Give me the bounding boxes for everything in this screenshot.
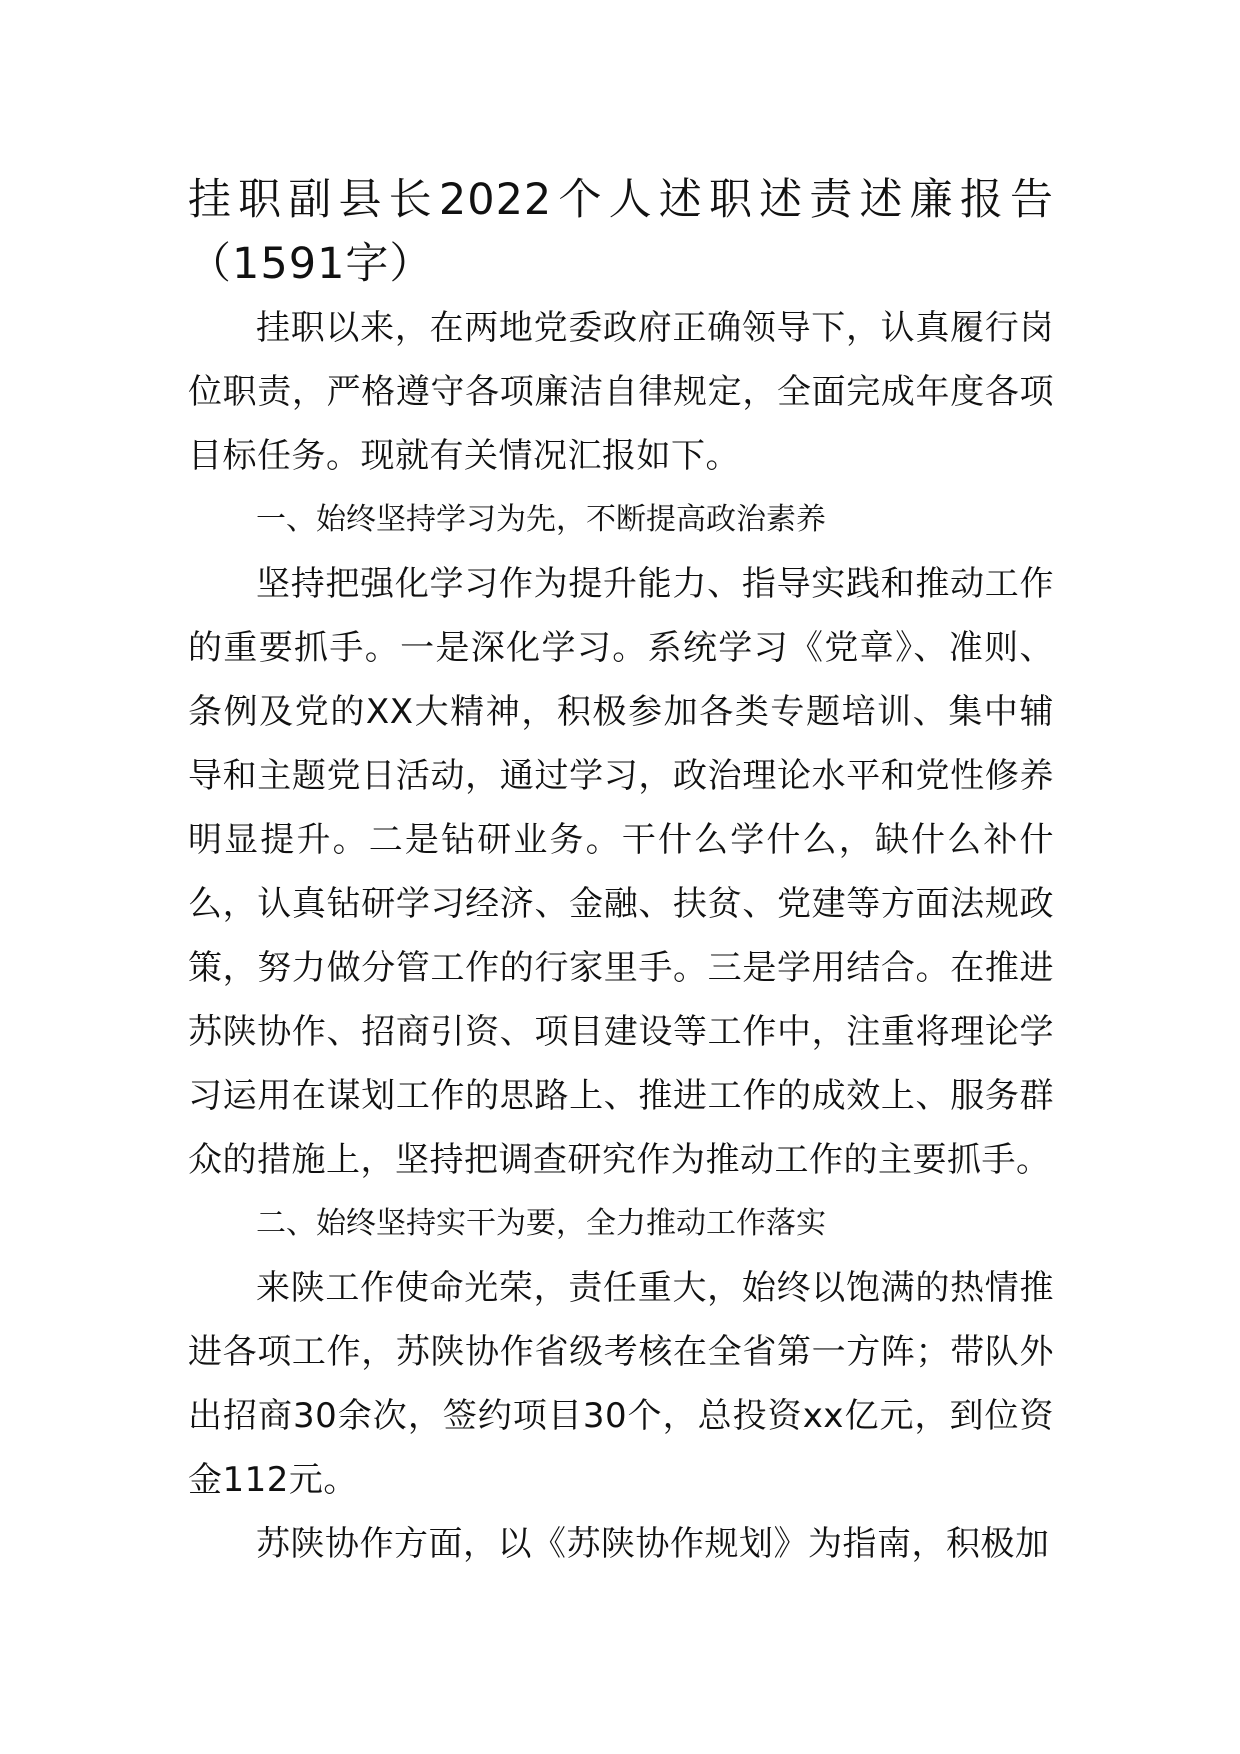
section-1-paragraph: 坚持把强化学习作为提升能力、指导实践和推动工作的重要抓手。一是深化学习。系统学习《党章》、准则、条例及党的XX大精神，积极参加各类专题培训、集中辅导和主题党日活动，通过学习，政治理论水平和党性修养明显提升。二是钻研业务。干什么学什么，缺什么补什么，认真钻研学习经济、金融、扶贫、党建等方面法规政策，努力做分管工作的行家里手。三是学用结合。在推进苏陕协作、招商引资、项目建设等工作中，注重将理论学习运用在谋划工作的思路上、推进工作的成效上、服务群众的措施上，坚持把调查研究作为推动工作的主要抓手。 xyxy=(188,564,1054,1180)
section-3-paragraph: 苏陕协作方面，以《苏陕协作规划》为指南，积极加 xyxy=(256,1524,1050,1564)
document-body xyxy=(188,168,1054,1576)
intro-paragraph: 挂职以来，在两地党委政府正确领导下，认真履行岗位职责，严格遵守各项廉洁自律规定，全面完成年度各项目标任务。现就有关情况汇报如下。 xyxy=(188,308,1054,476)
section-2-paragraph: 来陕工作使命光荣，责任重大，始终以饱满的热情推进各项工作，苏陕协作省级考核在全省第一方阵；带队外出招商30余次，签约项目30个，总投资xx亿元，到位资金112元。 xyxy=(188,1268,1054,1500)
section-heading-2: 二、始终坚持实干为要，全力推动工作落实 xyxy=(256,1206,826,1241)
document-title: 挂职副县长2022个人述职述责述廉报告（1591字） xyxy=(188,175,1054,289)
section-heading-1: 一、始终坚持学习为先，不断提高政治素养 xyxy=(256,502,826,537)
